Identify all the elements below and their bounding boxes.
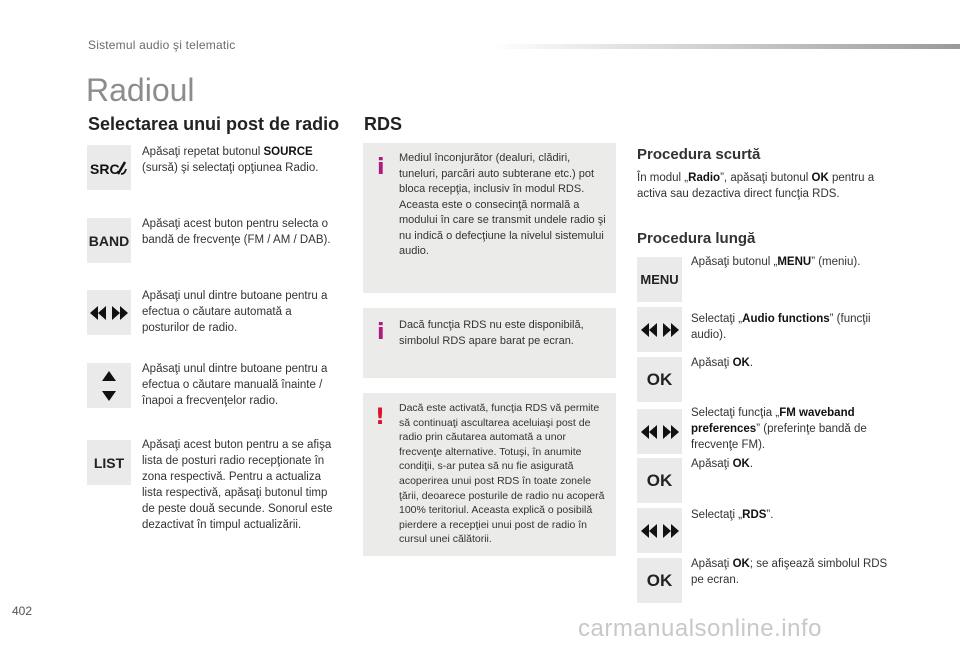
heading-rds: RDS <box>364 114 403 134</box>
ok-button-icon: OK <box>637 558 682 603</box>
warning-icon: ! <box>375 405 386 430</box>
seek-arrows-icon <box>637 307 682 352</box>
band-button-icon: BAND <box>87 218 131 263</box>
seek-arrows-icon <box>637 409 682 454</box>
heading-short-procedure: Procedura scurtă <box>637 146 761 163</box>
watermark: carmanualsonline.info <box>578 615 822 642</box>
heading-long-procedure: Procedura lungă <box>637 230 756 247</box>
page-title: Radioul <box>86 72 195 108</box>
info-note-reception <box>363 143 616 293</box>
manual-search-instruction: Apăsaţi unul dintre butoane pentru a efectua o căutare manuală înainte / înapoi a frecvenţelor radio. <box>142 363 328 407</box>
list-instruction: Apăsaţi acest buton pentru a se afişa lista de posturi radio recepţionate în zona respectivă. Pentru a actualiza lista respectivă, apăsaţi butonul timp de peste două secunde. Sonorul este dezactivat în timpul actualizării. <box>142 439 333 531</box>
step-fm-waveband: Selectaţi funcţia „FM waveband preferences” (preferinţe bandă de frecvenţe FM). <box>691 407 867 451</box>
band-instruction: Apăsaţi acest buton pentru selecta o bandă de frecvenţe (FM / AM / DAB). <box>142 218 331 246</box>
step-menu: Apăsaţi butonul „MENU” (meniu). <box>691 256 861 268</box>
short-procedure-text: În modul „Radio”, apăsaţi butonul OK pentru a activa sau dezactiva direct funcţia RDS. <box>637 172 875 200</box>
ok-button-icon: OK <box>637 357 682 402</box>
source-instruction: Apăsaţi repetat butonul SOURCE (sursă) şi selectaţi opţiunea Radio. <box>142 146 319 174</box>
menu-button-icon: MENU <box>637 257 682 302</box>
ok-button-icon: OK <box>637 458 682 503</box>
list-button-icon: LIST <box>87 440 131 485</box>
warning-note-rds <box>363 393 616 556</box>
auto-search-instruction: Apăsaţi unul dintre butoane pentru a efectua o căutare automată a posturilor de radio. <box>142 290 328 334</box>
page-number: 402 <box>12 604 33 618</box>
note-text: Mediul înconjurător (dealuri, clădiri, tuneluri, parcări auto subterane etc.) pot bloca recepţia, inclusiv în modul RDS. Aceasta este o consecinţă normală a modului în care se transmit undele radio şi nu indică o defecţiune la nivelul sistemului audio. <box>399 152 606 257</box>
heading-station-selection: Selectarea unui post de radio <box>88 114 340 134</box>
step-audio-functions: Selectaţi „Audio functions” (funcţii audio). <box>691 313 871 341</box>
seek-arrows-icon <box>87 290 131 335</box>
note-text: Dacă este activată, funcţia RDS vă permite să continuaţi ascultarea aceluiaşi post de radio prin căutarea automată a unor frecvenţe alternative. Totuşi, în anumite condiţii, s-ar putea să nu fie asigurată acoperirea unui post RDS în toate zonele ţării, deoarece posturile de radio nu acoperă 100% teritoriul. Aceasta explică o posibilă pierdere a recepţiei unui post de radio în cursul unei călătorii. <box>399 402 605 546</box>
src-label: SRC <box>90 160 120 177</box>
note-text: Dacă funcţia RDS nu este disponibilă, simbolul RDS apare barat pe ecran. <box>399 319 584 347</box>
section-header: Sistemul audio şi telematic <box>88 38 236 52</box>
info-note-rds-unavailable <box>363 308 616 378</box>
info-icon: i <box>377 320 385 345</box>
info-icon: i <box>377 155 385 180</box>
source-button-icon <box>87 145 131 190</box>
step-ok-3: Apăsaţi OK; se afişează simbolul RDS pe ecran. <box>691 558 888 586</box>
up-down-arrows-icon <box>87 363 131 408</box>
step-rds: Selectaţi „RDS”. <box>691 509 774 521</box>
seek-arrows-icon <box>637 508 682 553</box>
header-bar <box>490 44 960 49</box>
step-ok-1: Apăsaţi OK. <box>691 357 754 369</box>
step-ok-2: Apăsaţi OK. <box>691 458 754 470</box>
